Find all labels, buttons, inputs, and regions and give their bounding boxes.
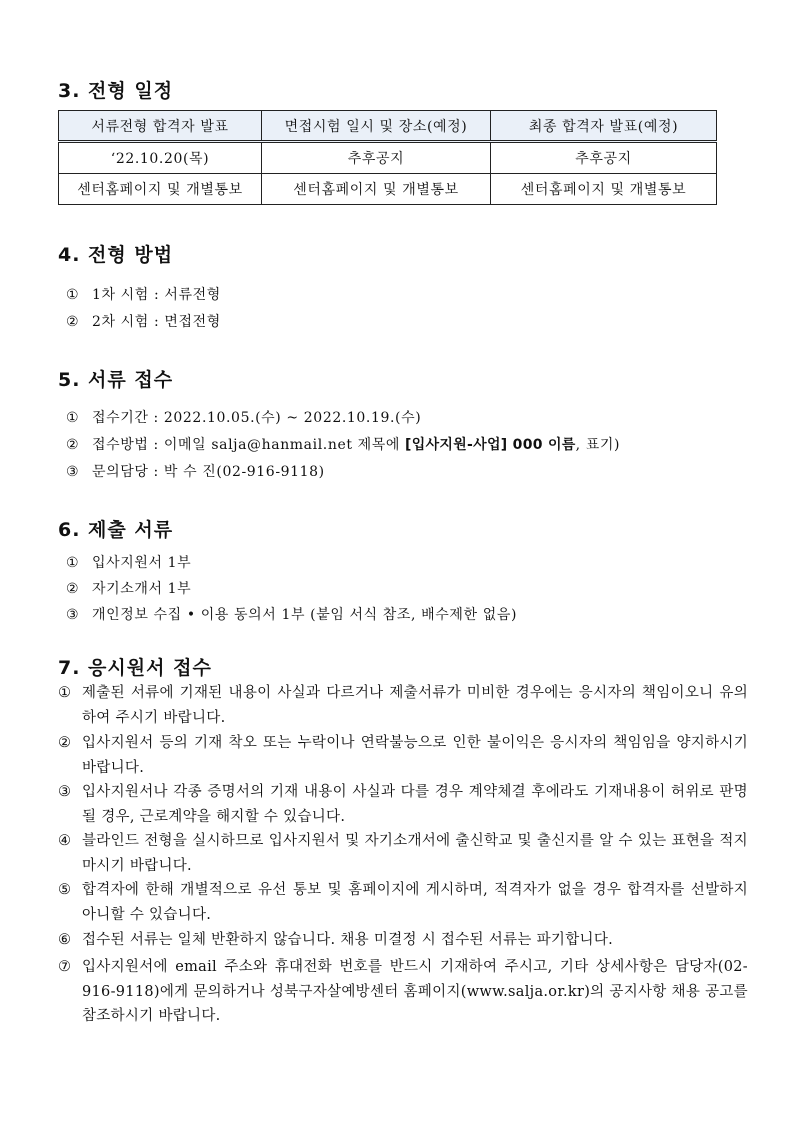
table-header-cell: 최종 합격자 발표(예정) bbox=[491, 111, 717, 142]
table-cell: 센터홈페이지 및 개별통보 bbox=[59, 174, 262, 205]
table-cell: 센터홈페이지 및 개별통보 bbox=[491, 174, 717, 205]
table-header-row bbox=[59, 111, 717, 142]
notice-item bbox=[58, 681, 748, 730]
notice-item bbox=[58, 829, 748, 878]
list-item-text: 자기소개서 1부 bbox=[92, 581, 192, 597]
list-item bbox=[66, 311, 221, 331]
notice-item bbox=[58, 731, 748, 780]
table-cell: 추후공지 bbox=[262, 142, 491, 174]
list-marker: ① bbox=[58, 685, 72, 701]
schedule-table bbox=[58, 110, 717, 205]
list-item-text: 접수방법 : 이메일 salja@hanmail.net 제목에 bbox=[92, 437, 406, 453]
notice-item bbox=[58, 928, 748, 953]
list-marker: ③ bbox=[66, 464, 80, 480]
list-marker: ② bbox=[66, 314, 80, 330]
list-marker: ③ bbox=[66, 607, 80, 623]
list-item-text: 1차 시험 : 서류전형 bbox=[92, 287, 221, 303]
section-7-title: 7. 응시원서 접수 bbox=[58, 657, 212, 679]
list-marker: ③ bbox=[58, 784, 72, 800]
list-item-text: , 표기) bbox=[575, 437, 621, 453]
table-header-cell: 서류전형 합격자 발표 bbox=[59, 111, 262, 142]
section-5-title: 5. 서류 접수 bbox=[58, 369, 174, 391]
list-marker: ⑦ bbox=[58, 959, 72, 975]
list-marker: ① bbox=[66, 410, 80, 426]
list-item bbox=[66, 552, 191, 572]
notice-text: 입사지원서에 email 주소와 휴대전화 번호를 반드시 기재하여 주시고, 기타 상세사항은 담당자(02-916-9118)에게 문의하거나 성북구자살예방센터 홈페이지(www.salja.or.kr)의 공지사항 채용 공고를 참조하시기 바랍니다. bbox=[82, 959, 748, 1024]
notice-text: 입사지원서나 각종 증명서의 기재 내용이 사실과 다를 경우 계약체결 후에라도 기재내용이 허위로 판명될 경우, 근로계약을 해지할 수 있습니다. bbox=[82, 784, 748, 825]
notice-item bbox=[58, 878, 748, 927]
section-3-title: 3. 전형 일정 bbox=[58, 80, 174, 102]
notice-text: 합격자에 한해 개별적으로 유선 통보 및 홈페이지에 게시하며, 적격자가 없을 경우 합격자를 선발하지 아니할 수 있습니다. bbox=[82, 882, 748, 923]
notice-text: 블라인드 전형을 실시하므로 입사지원서 및 자기소개서에 출신학교 및 출신지를 알 수 있는 표현을 적지 마시기 바랍니다. bbox=[82, 833, 748, 874]
notice-text: 입사지원서 등의 기재 착오 또는 누락이나 연락불능으로 인한 불이익은 응시자의 책임임을 양지하시기 바랍니다. bbox=[82, 735, 748, 776]
notice-text: 접수된 서류는 일체 반환하지 않습니다. 채용 미결정 시 접수된 서류는 파기합니다. bbox=[82, 932, 614, 948]
table-header-cell: 면접시험 일시 및 장소(예정) bbox=[262, 111, 491, 142]
table-row bbox=[59, 142, 717, 174]
notice-item bbox=[58, 780, 748, 829]
list-marker: ① bbox=[66, 287, 80, 303]
list-marker: ⑤ bbox=[58, 882, 72, 898]
section-6-title: 6. 제출 서류 bbox=[58, 519, 174, 541]
list-item bbox=[66, 461, 325, 481]
section-4-title: 4. 전형 방법 bbox=[58, 244, 174, 266]
table-cell: ‘22.10.20(목) bbox=[59, 142, 262, 174]
notice-item bbox=[58, 955, 748, 1029]
list-item-text: 개인정보 수집 • 이용 동의서 1부 (붙임 서식 참조, 배수제한 없음) bbox=[92, 607, 518, 623]
notice-text: 제출된 서류에 기재된 내용이 사실과 다르거나 제출서류가 미비한 경우에는 응시자의 책임이오니 유의하여 주시기 바랍니다. bbox=[82, 685, 748, 726]
list-item-text: 입사지원서 1부 bbox=[92, 555, 192, 571]
list-marker: ② bbox=[66, 581, 80, 597]
list-item-text: 접수기간 : 2022.10.05.(수) ~ 2022.10.19.(수) bbox=[92, 410, 422, 426]
list-item bbox=[66, 434, 620, 454]
list-item-text: 2차 시험 : 면접전형 bbox=[92, 314, 221, 330]
table-row bbox=[59, 174, 717, 205]
table-cell: 추후공지 bbox=[491, 142, 717, 174]
list-item bbox=[66, 578, 191, 598]
table-cell: 센터홈페이지 및 개별통보 bbox=[262, 174, 491, 205]
list-item bbox=[66, 604, 517, 624]
list-marker: ① bbox=[66, 555, 80, 571]
list-marker: ④ bbox=[58, 833, 72, 849]
list-marker: ② bbox=[58, 735, 72, 751]
list-marker: ⑥ bbox=[58, 932, 72, 948]
list-item bbox=[66, 407, 421, 427]
list-item bbox=[66, 284, 221, 304]
list-item-text: 문의담당 : 박 수 진(02-916-9118) bbox=[92, 464, 325, 480]
list-marker: ② bbox=[66, 437, 80, 453]
email-subject-format: [입사지원-사업] 000 이름 bbox=[405, 437, 576, 453]
